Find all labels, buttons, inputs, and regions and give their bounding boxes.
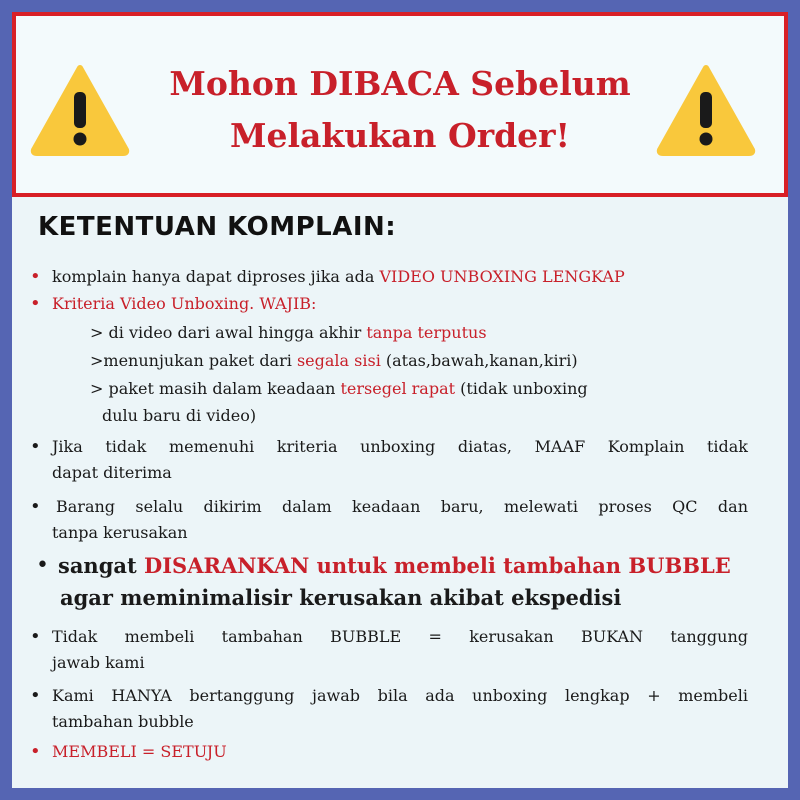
bullet-icon: •: [30, 626, 41, 647]
rule-6: Tidak membeli tambahan BUBBLE = kerusakan BUKAN tanggung: [52, 627, 748, 646]
bullet-icon: •: [30, 496, 41, 517]
banner-title-line1: Mohon DIBACA Sebelum: [169, 64, 631, 103]
rule-5-text: sangat: [58, 553, 144, 578]
sub-rule-1-highlight: tanpa terputus: [366, 323, 487, 342]
sub-rule-3-suffix: (tidak unboxing: [455, 379, 588, 398]
rule-5: [58, 552, 731, 580]
rules-list: [12, 12, 788, 788]
rule-1-text: komplain hanya dapat diproses jika ada: [52, 267, 380, 286]
section-heading: KETENTUAN KOMPLAIN:: [38, 212, 397, 242]
rule-7: Kami HANYA bertanggung jawab bila ada unboxing lengkap + membeli: [52, 686, 748, 705]
sub-rule-3: [90, 378, 588, 400]
rule-3-cont: dapat diterima: [52, 463, 172, 482]
sub-rule-1: [90, 322, 487, 344]
sub-rule-2-text: >menunjukan paket dari: [90, 351, 297, 370]
banner-title-line2: Melakukan Order!: [229, 116, 571, 155]
sub-rule-1-text: > di video dari awal hingga akhir: [90, 323, 367, 342]
sub-rule-2-suffix: (atas,bawah,kanan,kiri): [380, 351, 578, 370]
bullet-icon: •: [30, 741, 41, 762]
rule-7-cont: tambahan bubble: [52, 712, 194, 731]
rule-3: Jika tidak memenuhi kriteria unboxing diatas, MAAF Komplain tidak: [52, 437, 748, 456]
rule-8: MEMBELI = SETUJU: [52, 742, 227, 761]
bullet-icon: •: [30, 685, 41, 706]
rule-4: Barang selalu dikirim dalam keadaan baru, melewati proses QC dan: [56, 497, 748, 516]
sub-rule-2-highlight: segala sisi: [296, 351, 381, 370]
sub-rule-2: [90, 350, 578, 372]
bullet-icon: •: [36, 553, 49, 578]
sub-rule-3-highlight: tersegel rapat: [340, 379, 456, 398]
notice-card: [12, 12, 788, 788]
rule-5-highlight: DISARANKAN untuk membeli tambahan BUBBLE: [144, 553, 731, 578]
rule-1-highlight: VIDEO UNBOXING LENGKAP: [379, 267, 625, 286]
rule-2: Kriteria Video Unboxing. WAJIB:: [52, 294, 317, 313]
rule-6-cont: jawab kami: [52, 653, 145, 672]
bullet-icon: •: [30, 266, 41, 287]
bullet-icon: •: [30, 436, 41, 457]
rule-1: [52, 266, 625, 288]
sub-rule-3-cont: dulu baru di video): [102, 406, 257, 425]
rule-4-cont: tanpa kerusakan: [52, 523, 188, 542]
bullet-icon: •: [30, 293, 41, 314]
sub-rule-3-text: > paket masih dalam keadaan: [90, 379, 341, 398]
rule-5-cont: agar meminimalisir kerusakan akibat ekspedisi: [60, 585, 622, 610]
